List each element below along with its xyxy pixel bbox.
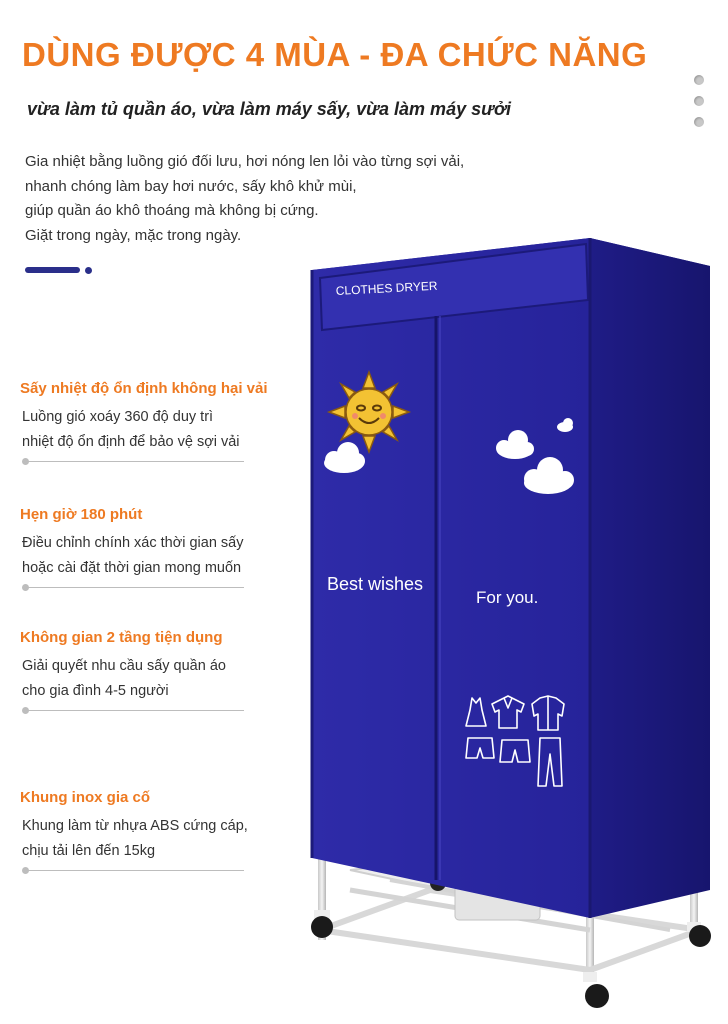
feature-divider: [26, 710, 244, 711]
clothes-dryer-image: [290, 230, 728, 1024]
product-brand-label: CLOTHES DRYER: [335, 278, 438, 298]
feature-line: Giải quyết nhu cầu sấy quần áo: [22, 658, 226, 674]
feature-timer: [20, 506, 280, 588]
feature-frame: [20, 789, 280, 871]
accent-dot: [85, 267, 92, 274]
product-left-text: Best wishes: [327, 574, 424, 594]
feature-line: cho gia đình 4-5 người: [22, 683, 169, 699]
accent-bar: [25, 267, 80, 273]
product-right-text: For you.: [476, 588, 539, 607]
feature-divider: [26, 461, 244, 462]
feature-title: Khung inox gia cố: [20, 789, 150, 806]
feature-title: Hẹn giờ 180 phút: [20, 506, 143, 523]
feature-two-tier-space: [20, 629, 280, 711]
feature-line: hoặc cài đặt thời gian mong muốn: [22, 560, 242, 576]
feature-line: Khung làm từ nhựa ABS cứng cáp,: [22, 818, 248, 834]
pagination-dot[interactable]: [694, 75, 704, 85]
feature-line: chịu tải lên đến 15kg: [22, 843, 156, 859]
feature-title: Không gian 2 tầng tiện dụng: [20, 629, 223, 646]
page-title: DÙNG ĐƯỢC 4 MÙA - ĐA CHỨC NĂNG: [22, 36, 648, 73]
feature-divider: [26, 587, 244, 588]
feature-line: Điều chỉnh chính xác thời gian sấy: [22, 535, 244, 551]
feature-line: Luồng gió xoáy 360 độ duy trì: [22, 409, 214, 425]
pagination-dots: [694, 75, 704, 138]
feature-title: Sấy nhiệt độ ổn định không hại vải: [20, 380, 268, 397]
feature-divider: [26, 870, 244, 871]
intro-line: Giặt trong ngày, mặc trong ngày.: [25, 226, 242, 244]
page-subtitle: vừa làm tủ quần áo, vừa làm máy sấy, vừa làm máy sưởi: [27, 99, 512, 119]
intro-line: nhanh chóng làm bay hơi nước, sấy khô khử mùi,: [25, 177, 357, 195]
feature-stable-temperature: [20, 380, 280, 462]
sun-icon: [329, 372, 409, 452]
pagination-dot[interactable]: [694, 117, 704, 127]
intro-line: giúp quần áo khô thoáng mà không bị cứng.: [25, 202, 319, 219]
feature-line: nhiệt độ ổn định để bảo vệ sợi vải: [22, 434, 240, 450]
intro-line: Gia nhiệt bằng luồng gió đối lưu, hơi nóng len lỏi vào từng sợi vải,: [25, 153, 465, 170]
pagination-dot[interactable]: [694, 96, 704, 106]
